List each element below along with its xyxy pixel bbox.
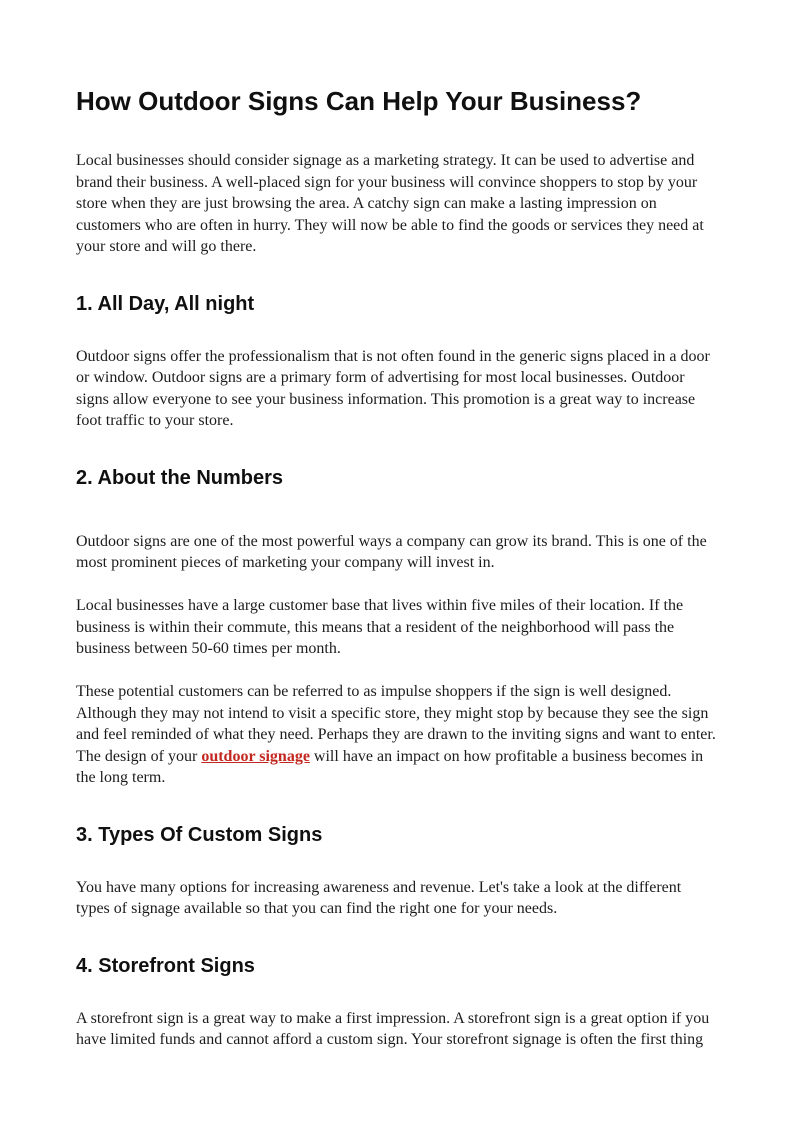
paragraph-with-link: [76, 681, 718, 789]
section-heading-all-day-all-night: 1. All Day, All night: [76, 292, 255, 315]
link-paragraph-after-text: will have an impact on how profitable a business becomes in the long term.: [76, 747, 704, 787]
section-heading-about-the-numbers: 2. About the Numbers: [76, 466, 284, 489]
section-heading-storefront-signs: 4. Storefront Signs: [76, 954, 255, 977]
paragraph: Outdoor signs offer the professionalism that is not often found in the generic signs placed in a door or window. Outdoor signs are a primary form of advertising for most local businesses. Outdoor signs allow everyone to see your business information. This promotion is a great way to increase foot traffic to your store.: [76, 347, 710, 430]
outdoor-signage-link[interactable]: outdoor signage: [201, 747, 310, 765]
paragraph: A storefront sign is a great way to make a first impression. A storefront sign is a great option if you have limited funds and cannot afford a custom sign. Your storefront signage is often the first thing: [76, 1009, 710, 1049]
paragraph: Local businesses have a large customer base that lives within five miles of their location. If the business is within their commute, this means that a resident of the neighborhood will pass the business between 50-60 times per month.: [76, 597, 684, 658]
intro-paragraph: Local businesses should consider signage as a marketing strategy. It can be used to advertise and brand their business. A well-placed sign for your business will convince shoppers to stop by your store when they are just browsing the area. A catchy sign can make a lasting impression on customers who are often in hurry. They will now be able to find the goods or services they need at your store and will go there.: [76, 152, 704, 256]
link-paragraph-before-text: These potential customers can be referred to as impulse shoppers if the sign is well designed. Although they may not intend to visit a specific store, they might stop by because they see the sign and feel reminded of what they need. Perhaps they are drawn to the inviting signs and want to enter. The design of your: [76, 683, 716, 765]
paragraph: Outdoor signs are one of the most powerful ways a company can grow its brand. This is one of the most prominent pieces of marketing your company will invest in.: [76, 532, 707, 572]
paragraph: You have many options for increasing awareness and revenue. Let's take a look at the different types of signage available so that you can find the right one for your needs.: [76, 878, 682, 918]
section-heading-types-of-custom-signs: 3. Types Of Custom Signs: [76, 823, 323, 846]
page-title: How Outdoor Signs Can Help Your Business?: [76, 86, 642, 116]
